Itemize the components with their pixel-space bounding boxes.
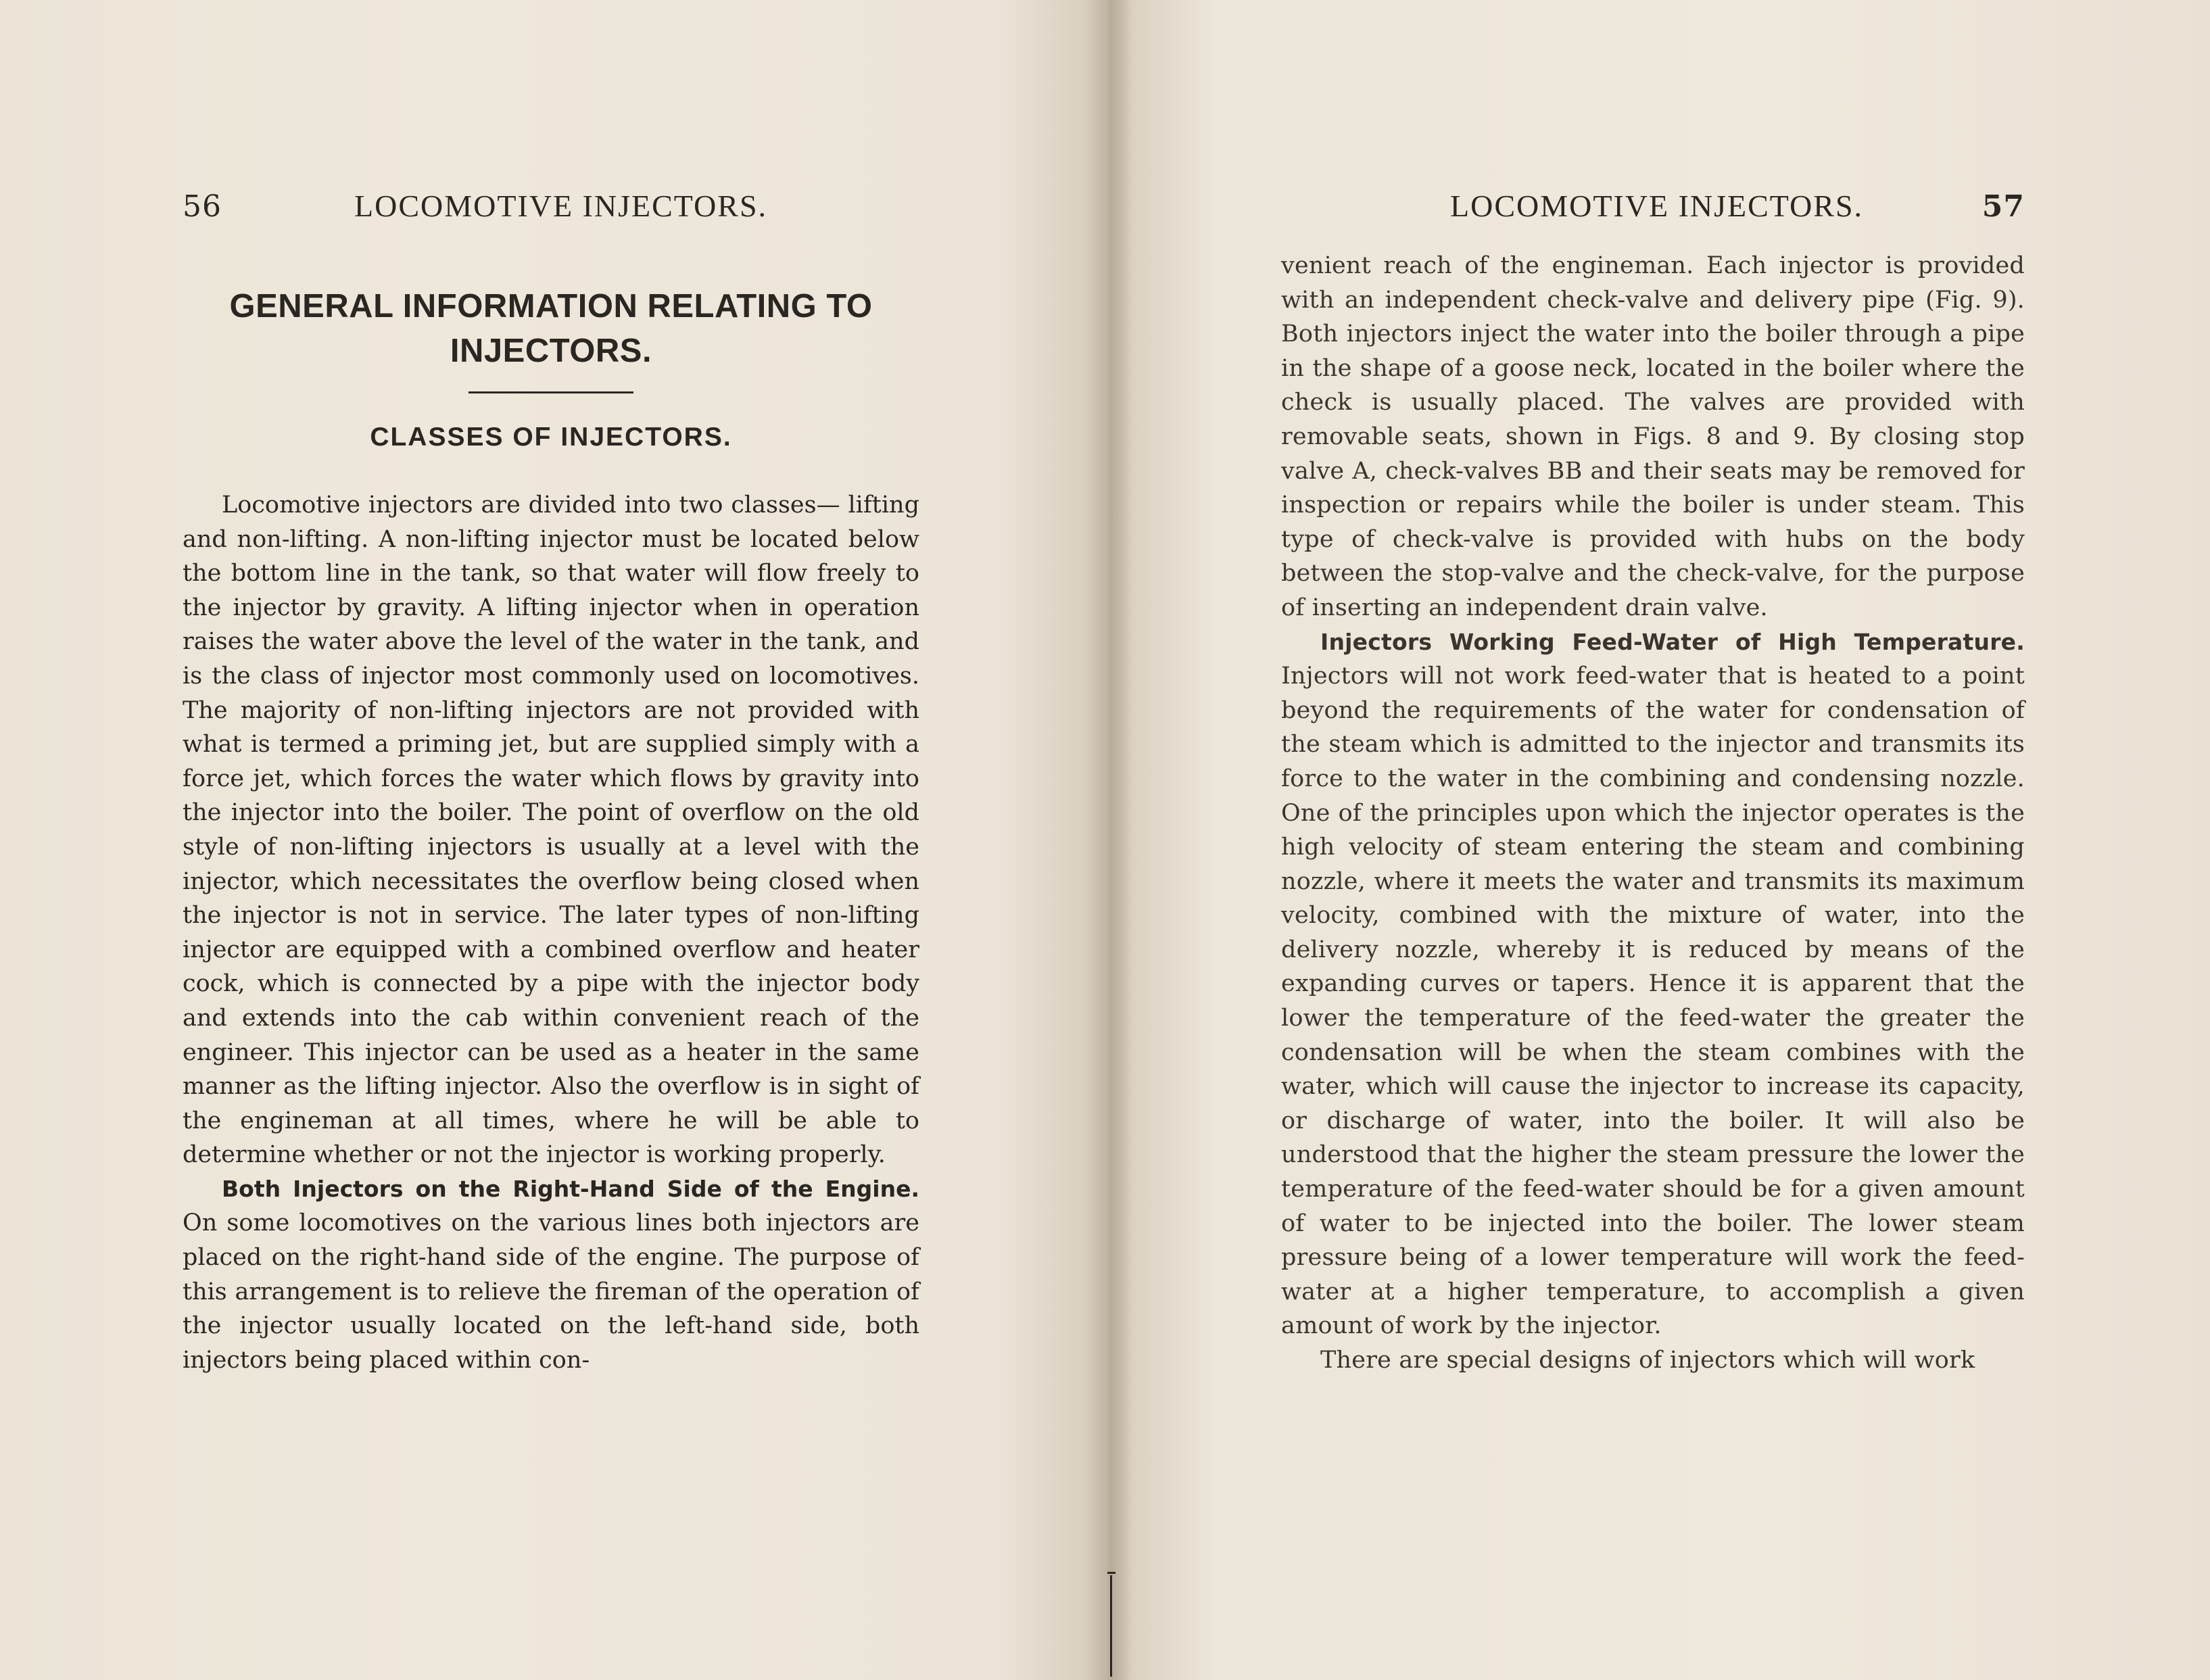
right-paragraph-3: There are special designs of injectors which will work: [1320, 1347, 1975, 1374]
left-page-header: [183, 188, 919, 229]
section-title: CLASSES OF INJECTORS.: [370, 423, 732, 452]
right-page-number: 57: [1981, 189, 2025, 224]
left-paragraph-2-heading: Both Injectors on the Right-Hand Side of the Engine.: [222, 1175, 919, 1202]
right-paragraph-1: venient reach of the engineman. Each injector is provided with an independent check-valve and delivery pipe (Fig. 9). Both injectors inject the water into the boiler through a pipe in the shape of a goose neck, located in the boiler where the check is usually placed. The valves are provided with removable seats, shown in Figs. 8 and 9. By closing stop valve A, check-valves BB and their seats may be removed for inspection or repairs while the boiler is under steam. This type of check-valve is provided with hubs on the body between the stop-valve and the check-valve, for the purpose of inserting an independent drain valve.: [1281, 252, 2025, 621]
right-paragraph-2-text: Injectors will not work feed-water that is heated to a point beyond the requirements of the water for condensation of the steam which is admitted to the injector and transmits its force to the water in the combining and condensing nozzle. One of the principles upon which the injector operates is the high velocity of steam entering the steam and combining nozzle, where it meets the water and transmits its maximum velocity, combined with the mixture of water, into the delivery nozzle, whereby it is reduced by means of the expanding curves or tapers. Hence it is apparent that the lower the temperature of the feed-water the greater the condensation will be when the steam combines with the water, which will cause the injector to increase its capacity, or discharge of water, into the boiler. It will also be understood that the higher the steam pressure the lower the temperature of the feed-water should be for a given amount of water to be injected into the boiler. The lower steam pressure being of a lower temperature will work the feed-water at a higher temperature, to accomplish a given amount of work by the injector.: [1281, 663, 2025, 1340]
left-running-head: LOCOMOTIVE INJECTORS.: [354, 189, 768, 223]
right-page-header: [1281, 188, 2025, 229]
gutter-mark: [1110, 1575, 1112, 1677]
right-paragraph-2-heading: Injectors Working Feed-Water of High Temperature.: [1320, 628, 2025, 655]
chapter-title-line2: INJECTORS.: [450, 333, 652, 369]
right-body-text: [1281, 249, 2025, 1378]
left-page: [183, 0, 919, 1680]
left-paragraph-2-text: On some locomotives on the various lines both injectors are placed on the right-hand side of the engine. The purpose of this arrangement is to relieve the fireman of the operation of the injector usually located on the left-hand side, both injectors being placed within con-: [183, 1209, 919, 1374]
right-paragraph-2: [1281, 625, 2025, 1343]
gutter-mark: [1107, 1572, 1115, 1574]
right-page: [1281, 0, 2025, 1680]
chapter-title: [183, 284, 919, 373]
right-running-head: LOCOMOTIVE INJECTORS.: [1450, 189, 1864, 223]
chapter-title-line1: GENERAL INFORMATION RELATING TO: [229, 288, 873, 325]
left-paragraph-2: [183, 1172, 919, 1378]
gutter-shadow: [1082, 0, 1136, 1680]
left-body-text: [183, 488, 919, 1377]
title-rule: [469, 391, 633, 393]
left-page-number: 56: [183, 189, 222, 224]
left-paragraph-1: Locomotive injectors are divided into two classes— lifting and non-lifting. A non-lifting injector must be located below the bottom line in the tank, so that water will flow freely to the injector by gravity. A lifting injector when in operation raises the water above the level of the water in the tank, and is the class of injector most commonly used on locomotives. The majority of non-lifting injectors are not provided with what is termed a priming jet, but are supplied simply with a force jet, which forces the water which flows by gravity into the injector into the boiler. The point of overflow on the old style of non-lifting injectors is usually at a level with the injector, which necessitates the overflow being closed when the injector is not in service. The later types of non-lifting injector are equipped with a combined overflow and heater cock, which is connected by a pipe with the injector body and extends into the cab within convenient reach of the engineer. This injector can be used as a heater in the same manner as the lifting injector. Also the overflow is in sight of the engineman at all times, where he will be able to determine whether or not the injector is working properly.: [183, 491, 919, 1169]
